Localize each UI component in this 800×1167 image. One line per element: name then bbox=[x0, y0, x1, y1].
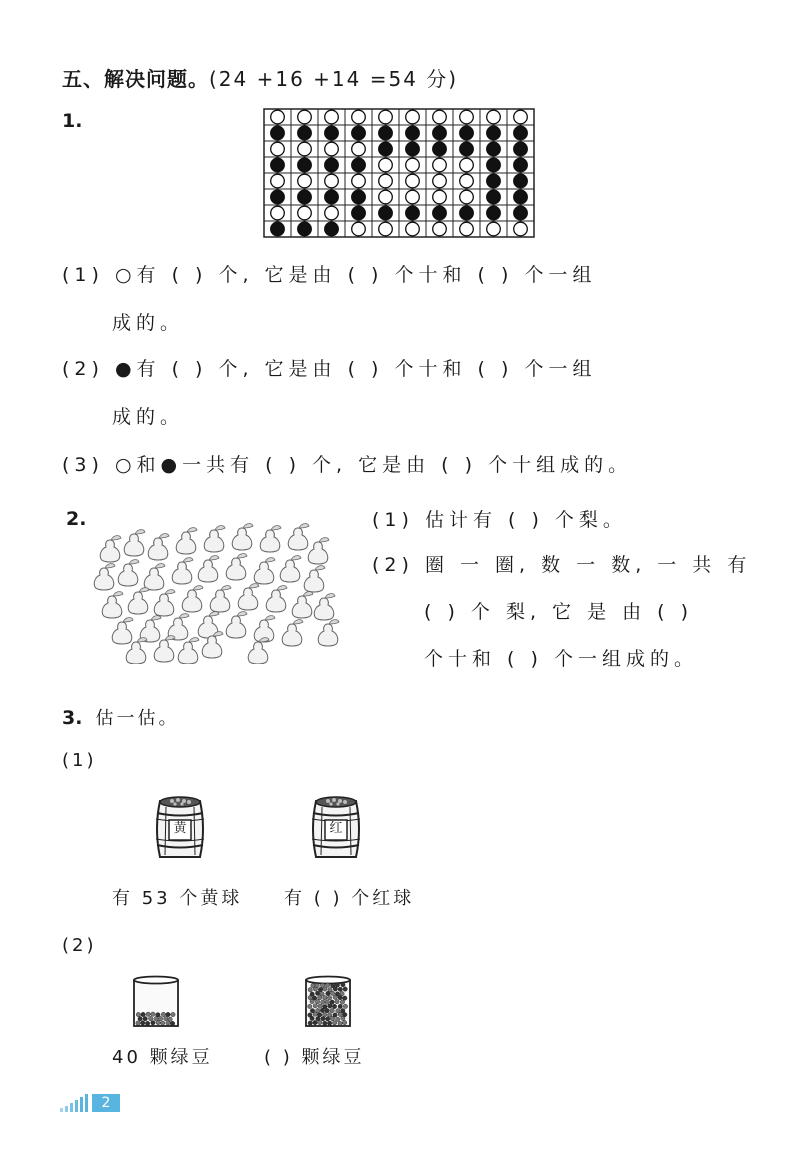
bean bbox=[136, 1012, 140, 1016]
bean bbox=[170, 1021, 174, 1025]
q2-sub1: (1) 估计有 ( ) 个梨。 bbox=[372, 509, 627, 531]
section-points: (24 +16 +14 =54 分) bbox=[209, 67, 459, 91]
white-circle bbox=[460, 222, 474, 236]
pear bbox=[176, 528, 197, 554]
white-circle bbox=[325, 110, 339, 124]
q1-number: 1. bbox=[62, 110, 83, 132]
bean bbox=[318, 1004, 322, 1008]
black-circle bbox=[379, 206, 393, 220]
q2-sub2-line2: ( ) 个 梨, 它 是 由 ( ) bbox=[424, 601, 694, 623]
q3-part2-caption-right: ( ) 颗绿豆 bbox=[264, 1047, 365, 1068]
bean bbox=[141, 1021, 145, 1025]
bean bbox=[325, 1017, 329, 1021]
bean bbox=[320, 992, 324, 996]
black-circle bbox=[433, 142, 447, 156]
bean bbox=[340, 1000, 344, 1004]
bean bbox=[158, 1016, 162, 1020]
bean bbox=[308, 1021, 312, 1025]
bean bbox=[313, 1004, 317, 1008]
bean bbox=[318, 987, 322, 991]
q3-part1-label: (1) bbox=[62, 750, 97, 771]
bean bbox=[308, 988, 312, 992]
black-circle bbox=[487, 142, 501, 156]
black-circle bbox=[352, 158, 366, 172]
page-bars-icon bbox=[60, 1094, 92, 1112]
q2-sub2-line1: (2) 圈 一 圈, 数 一 数, 一 共 有 bbox=[372, 554, 752, 576]
bean bbox=[325, 983, 329, 987]
bean bbox=[171, 1012, 175, 1016]
pear bbox=[172, 558, 193, 584]
pear bbox=[238, 584, 259, 610]
white-circle bbox=[271, 174, 285, 188]
pear-cluster-illustration bbox=[92, 514, 342, 664]
white-circle bbox=[460, 158, 474, 172]
bean bbox=[325, 1008, 329, 1012]
white-circle bbox=[487, 110, 501, 124]
white-circle bbox=[460, 110, 474, 124]
bean bbox=[338, 987, 342, 991]
pear bbox=[260, 526, 281, 552]
white-circle bbox=[406, 110, 420, 124]
bean bbox=[335, 992, 339, 996]
black-circle bbox=[325, 158, 339, 172]
bean bbox=[323, 996, 327, 1000]
bean bbox=[145, 1021, 149, 1025]
bean bbox=[338, 1004, 342, 1008]
bean bbox=[335, 1017, 339, 1021]
bean bbox=[330, 1008, 334, 1012]
bean bbox=[333, 1013, 337, 1017]
pear bbox=[100, 536, 121, 562]
bean bbox=[328, 987, 332, 991]
bean bbox=[317, 1013, 321, 1017]
black-circle bbox=[460, 126, 474, 140]
black-circle bbox=[379, 142, 393, 156]
black-circle bbox=[298, 126, 312, 140]
red-barrel-label: 红 bbox=[329, 821, 343, 836]
pear bbox=[292, 592, 313, 618]
white-circle bbox=[352, 142, 366, 156]
bean bbox=[332, 1021, 336, 1025]
black-circle bbox=[433, 126, 447, 140]
q3-part1-caption-left: 有 53 个黄球 bbox=[112, 888, 243, 909]
bean bbox=[312, 996, 316, 1000]
bean bbox=[161, 1021, 165, 1025]
white-circle bbox=[433, 110, 447, 124]
white-circle bbox=[433, 158, 447, 172]
pear bbox=[204, 526, 225, 552]
black-circle bbox=[406, 142, 420, 156]
bean bbox=[325, 1000, 329, 1004]
pear bbox=[314, 594, 335, 620]
white-circle bbox=[298, 142, 312, 156]
black-circle bbox=[406, 126, 420, 140]
pear bbox=[124, 530, 145, 556]
pear bbox=[254, 558, 275, 584]
white-circle bbox=[352, 222, 366, 236]
white-circle bbox=[352, 110, 366, 124]
bean bbox=[321, 1017, 325, 1021]
bean bbox=[330, 1000, 334, 1004]
white-circle bbox=[379, 222, 393, 236]
bean bbox=[343, 987, 347, 991]
black-circle bbox=[514, 158, 528, 172]
pear bbox=[288, 524, 309, 550]
pear bbox=[148, 534, 169, 560]
q1-sub1-line2: 成的。 bbox=[112, 312, 185, 334]
q3-number: 3. bbox=[62, 707, 83, 729]
q3-title: 估一估。 bbox=[95, 708, 180, 729]
bean bbox=[323, 1021, 327, 1025]
black-circle bbox=[271, 126, 285, 140]
black-circle bbox=[352, 190, 366, 204]
pear bbox=[112, 618, 133, 644]
q1-sub2-line1: (2) ●有 ( ) 个, 它是由 ( ) 个十和 ( ) 个一组 bbox=[62, 358, 597, 380]
bean bbox=[336, 1009, 340, 1013]
pear bbox=[226, 612, 247, 638]
q1-sub2-line2: 成的。 bbox=[112, 406, 185, 428]
bean bbox=[322, 1012, 326, 1016]
bean bbox=[148, 1016, 152, 1020]
pear bbox=[248, 638, 269, 664]
white-circle bbox=[487, 222, 501, 236]
white-circle bbox=[433, 222, 447, 236]
black-circle bbox=[406, 206, 420, 220]
pear bbox=[210, 586, 231, 612]
black-circle bbox=[271, 190, 285, 204]
bean bbox=[341, 1009, 345, 1013]
white-circle bbox=[460, 190, 474, 204]
bean bbox=[341, 983, 345, 987]
black-circle bbox=[487, 158, 501, 172]
bean bbox=[343, 1012, 347, 1016]
black-circle bbox=[514, 142, 528, 156]
pear bbox=[118, 560, 139, 586]
black-circle bbox=[352, 126, 366, 140]
white-circle bbox=[298, 174, 312, 188]
bean bbox=[338, 995, 342, 999]
white-circle bbox=[514, 222, 528, 236]
bean bbox=[321, 1000, 325, 1004]
white-circle bbox=[406, 190, 420, 204]
pear bbox=[128, 588, 149, 614]
white-circle bbox=[406, 222, 420, 236]
bean bbox=[315, 999, 319, 1003]
bean bbox=[308, 1013, 312, 1017]
white-circle bbox=[379, 174, 393, 188]
black-circle bbox=[514, 126, 528, 140]
q2-sub2-line3: 个十和 ( ) 个一组成的。 bbox=[424, 648, 698, 670]
white-circle bbox=[379, 190, 393, 204]
page-number: 2 bbox=[92, 1094, 120, 1112]
yellow-barrel-label: 黄 bbox=[173, 821, 187, 836]
bean bbox=[313, 1020, 317, 1024]
bean bbox=[138, 1017, 142, 1021]
black-circle bbox=[487, 126, 501, 140]
white-circle bbox=[433, 190, 447, 204]
pear bbox=[102, 592, 123, 618]
bean bbox=[136, 1021, 140, 1025]
bean bbox=[166, 1012, 170, 1016]
black-circle bbox=[271, 158, 285, 172]
bean bbox=[151, 1012, 155, 1016]
white-circle bbox=[352, 174, 366, 188]
bean bbox=[342, 1020, 346, 1024]
bean bbox=[151, 1021, 155, 1025]
bean bbox=[311, 983, 315, 987]
bean bbox=[323, 1004, 327, 1008]
white-circle bbox=[406, 158, 420, 172]
black-circle bbox=[514, 206, 528, 220]
white-circle bbox=[271, 110, 285, 124]
bean bbox=[338, 1021, 342, 1025]
bean bbox=[316, 1008, 320, 1012]
black-circle bbox=[487, 206, 501, 220]
bean bbox=[154, 1017, 158, 1021]
bean bbox=[327, 1021, 331, 1025]
q2-number: 2. bbox=[66, 508, 87, 530]
circle-grid bbox=[262, 107, 538, 241]
black-circle bbox=[514, 174, 528, 188]
bean bbox=[328, 1004, 332, 1008]
black-circle bbox=[460, 142, 474, 156]
bean bbox=[327, 996, 331, 1000]
white-circle bbox=[514, 110, 528, 124]
section-title bbox=[62, 63, 458, 92]
black-circle bbox=[298, 222, 312, 236]
white-circle bbox=[379, 158, 393, 172]
white-circle bbox=[298, 110, 312, 124]
black-circle bbox=[325, 222, 339, 236]
white-circle bbox=[271, 142, 285, 156]
bean bbox=[327, 1013, 331, 1017]
black-circle bbox=[325, 126, 339, 140]
section-title-text: 五、解决问题。 bbox=[62, 67, 209, 91]
black-circle bbox=[298, 158, 312, 172]
pear bbox=[280, 556, 301, 582]
bean bbox=[340, 991, 344, 995]
black-circle bbox=[460, 206, 474, 220]
bean bbox=[156, 1013, 160, 1017]
bean bbox=[146, 1012, 150, 1016]
bean bbox=[161, 1012, 165, 1016]
pear bbox=[304, 566, 325, 592]
pear bbox=[178, 638, 199, 664]
white-circle bbox=[325, 174, 339, 188]
white-circle bbox=[379, 110, 393, 124]
pear bbox=[318, 620, 339, 646]
white-circle bbox=[298, 206, 312, 220]
black-circle bbox=[379, 126, 393, 140]
bean bbox=[143, 1017, 147, 1021]
black-circle bbox=[298, 190, 312, 204]
q3-part2-label: (2) bbox=[62, 935, 97, 956]
bean bbox=[141, 1012, 145, 1016]
jar-with-many-beans-illustration bbox=[304, 975, 352, 1029]
bean bbox=[310, 1009, 314, 1013]
pear bbox=[282, 620, 303, 646]
pear bbox=[198, 556, 219, 582]
black-circle bbox=[325, 190, 339, 204]
jar-with-few-beans-illustration bbox=[132, 975, 180, 1029]
bean bbox=[332, 1004, 336, 1008]
q3-heading bbox=[62, 704, 180, 730]
black-circle bbox=[352, 206, 366, 220]
pear bbox=[144, 564, 165, 590]
bean bbox=[310, 992, 314, 996]
pear bbox=[94, 564, 115, 590]
bean bbox=[320, 983, 324, 987]
pear bbox=[266, 586, 287, 612]
q3-part2-caption-left: 40 颗绿豆 bbox=[112, 1047, 213, 1068]
pear bbox=[182, 586, 203, 612]
white-circle bbox=[460, 174, 474, 188]
black-circle bbox=[271, 222, 285, 236]
white-circle bbox=[433, 174, 447, 188]
bean bbox=[168, 1017, 172, 1021]
bean bbox=[343, 996, 347, 1000]
q3-part1-caption-right: 有 ( ) 个红球 bbox=[284, 888, 415, 909]
bean bbox=[308, 1004, 312, 1008]
white-circle bbox=[325, 206, 339, 220]
pear bbox=[226, 554, 247, 580]
pear bbox=[308, 538, 329, 564]
bean bbox=[335, 999, 339, 1003]
black-circle bbox=[487, 174, 501, 188]
bean bbox=[164, 1016, 168, 1020]
white-circle bbox=[325, 142, 339, 156]
pear bbox=[154, 590, 175, 616]
black-circle bbox=[514, 190, 528, 204]
bean bbox=[315, 991, 319, 995]
white-circle bbox=[271, 206, 285, 220]
bean bbox=[331, 983, 335, 987]
q1-sub1-line1: (1) ○有 ( ) 个, 它是由 ( ) 个十和 ( ) 个一组 bbox=[62, 264, 597, 286]
pear bbox=[232, 524, 253, 550]
bean bbox=[343, 1004, 347, 1008]
white-circle bbox=[406, 174, 420, 188]
bean bbox=[335, 983, 339, 987]
bean bbox=[315, 983, 319, 987]
black-circle bbox=[433, 206, 447, 220]
q1-sub3: (3) ○和●一共有 ( ) 个, 它是由 ( ) 个十组成的。 bbox=[62, 454, 633, 476]
black-circle bbox=[487, 190, 501, 204]
